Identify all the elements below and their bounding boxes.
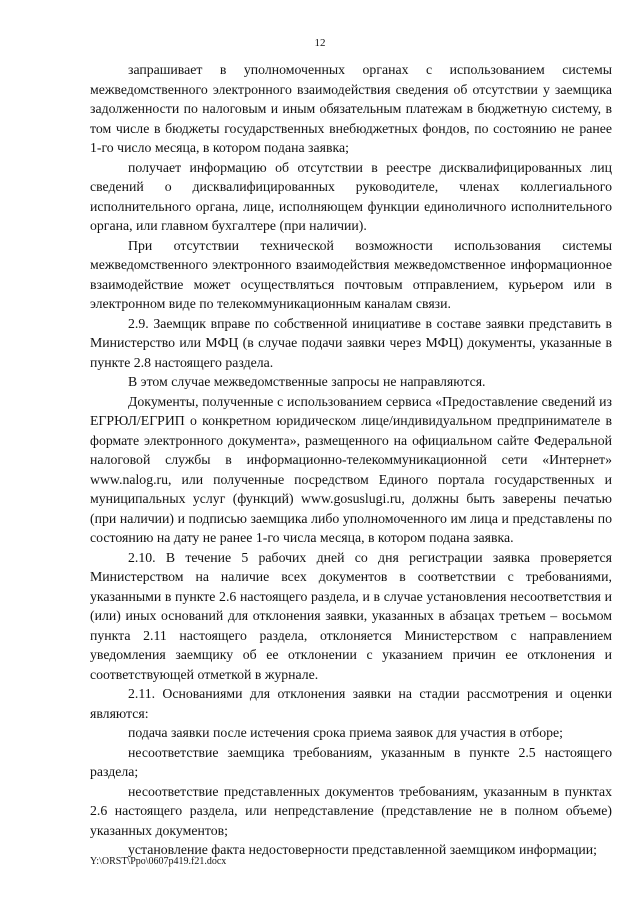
document-body	[90, 60, 612, 860]
paragraph: несоответствие заемщика требованиям, указанным в пункте 2.5 настоящего раздела;	[90, 744, 612, 779]
paragraph: установление факта недостоверности представленной заемщиком информации;	[128, 842, 598, 857]
paragraph: получает информацию об отсутствии в реестре дисквалифицированных лиц сведений о дисквалифицированных руководителе, членах коллегиального исполнительного органа, лице, исполняющем функции единоличного исполнительного органа, или главном бухгалтере (при наличии).	[90, 159, 612, 233]
page-number: 12	[314, 37, 326, 49]
paragraph: 2.9. Заемщик вправе по собственной инициативе в составе заявки представить в Министерство или МФЦ (в случае подачи заявки через МФЦ) документы, указанные в пункте 2.8 настоящего раздела.	[90, 315, 612, 370]
paragraph: В этом случае межведомственные запросы не направляются.	[128, 374, 486, 389]
paragraph: 2.10. В течение 5 рабочих дней со дня регистрации заявка проверяется Министерством на наличие всех документов в соответствии с требованиями, указанными в пункте 2.6 настоящего раздела, и в случае установления несоответствия и (или) иных оснований для отклонения заявки, указанных в абзацах третьем – восьмом пункта 2.11 настоящего раздела, отклоняется Министерством с направлением уведомления заемщику об ее отклонении с указанием причин ее отклонения и соответствующей отметкой в журнале.	[90, 549, 612, 682]
paragraph: 2.11. Основаниями для отклонения заявки на стадии рассмотрения и оценки являются:	[90, 686, 612, 721]
paragraph: Документы, полученные с использованием сервиса «Предоставление сведений из ЕГРЮЛ/ЕГРИП о конкретном юридическом лице/индивидуальном предпринимателе в формате электронного документа», размещенного на официальном сайте Федеральной налоговой службы в информационно-телекоммуникационной сети «Интернет» www.nalog.ru, или полученные посредством Единого портала государственных и муниципальных услуг (функций) www.gosuslugi.ru, должны быть заверены печатью (при наличии) и подписью заемщика либо уполномоченного им лица и представлены по состоянию на дату не ранее 1-го числа месяца, в котором подана заявка.	[90, 393, 612, 545]
paragraph: запрашивает в уполномоченных органах с использованием системы межведомственного электронного взаимодействия сведения об отсутствии у заемщика задолженности по налоговым и иным обязательным платежам в бюджетную систему, в том числе в бюджеты государственных внебюджетных фондов, по состоянию не ранее 1-го число месяца, в котором подана заявка;	[90, 62, 612, 155]
file-path-footer: Y:\ORST\Ppo\0607p419.f21.docx	[90, 856, 227, 867]
paragraph: подача заявки после истечения срока приема заявок для участия в отборе;	[128, 725, 563, 740]
paragraph: При отсутствии технической возможности использования системы межведомственного электронного взаимодействия межведомственное информационное взаимодействие может осуществляться почтовым отправлением, курьером или в электронном виде по телекоммуникационным каналам связи.	[90, 237, 612, 311]
paragraph: несоответствие представленных документов требованиям, указанным в пунктах 2.6 настоящего раздела, или непредставление (представление не в полном объеме) указанных документов;	[90, 783, 612, 838]
